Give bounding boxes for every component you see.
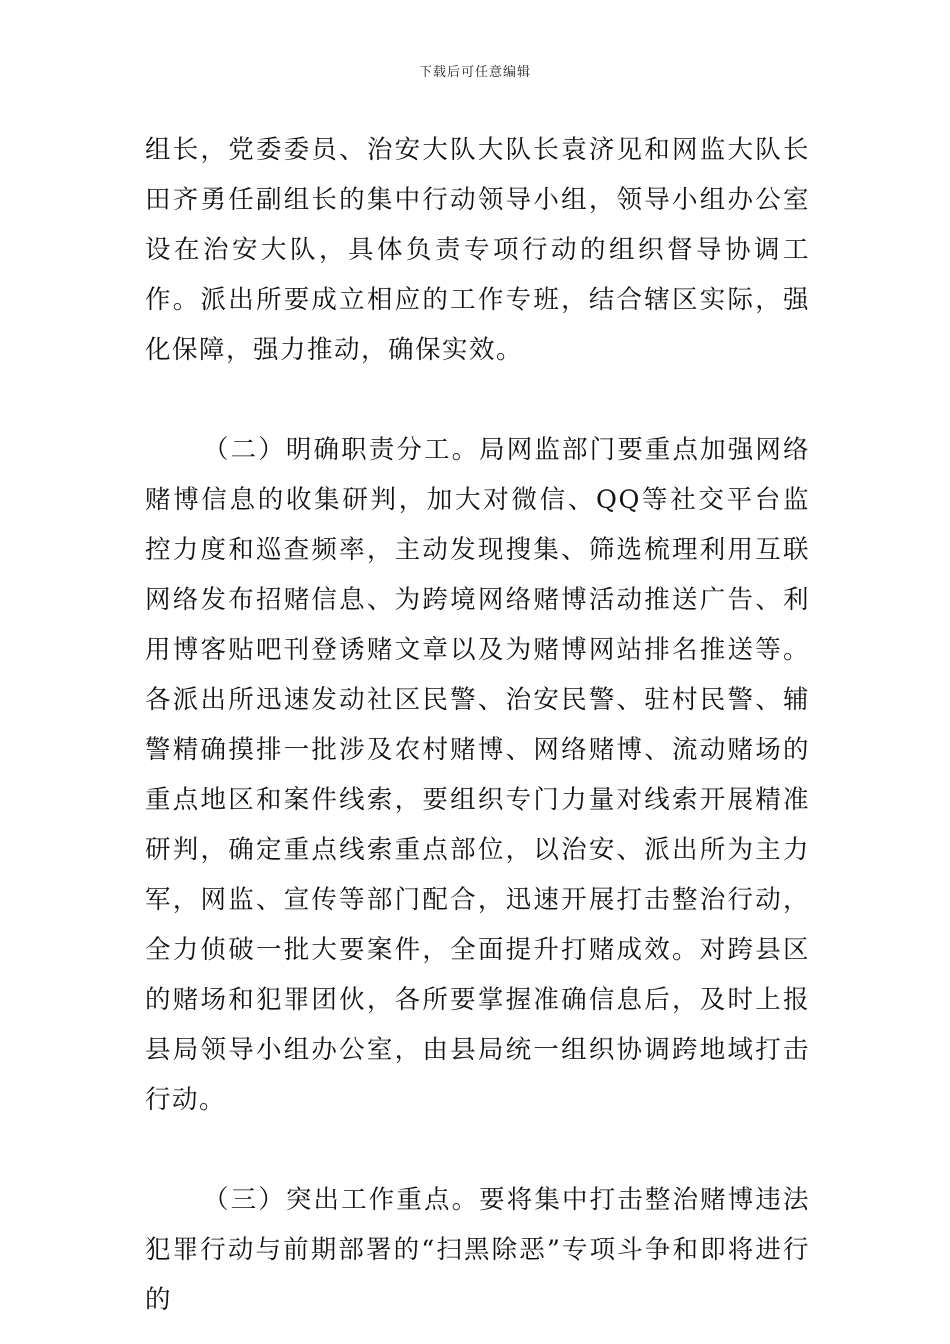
- paragraph-leadership-group: 组长，党委委员、治安大队大队长袁济见和网监大队长田齐勇任副组长的集中行动领导小组，领导小组办公室设在治安大队，具体负责专项行动的组织督导协调工作。派出所要成立相应的工作专班，结合辖区实际，强化保障，强力推动，确保实效。: [145, 135, 810, 365]
- paragraph-key-priorities: （三）突出工作重点。要将集中打击整治赌博违法犯罪行动与前期部署的“扫黑除恶”专项斗争和即将进行的: [145, 1185, 810, 1315]
- paragraph-responsibilities: （二）明确职责分工。局网监部门要重点加强网络赌博信息的收集研判，加大对微信、QQ等社交平台监控力度和巡查频率，主动发现搜集、筛选梳理利用互联网络发布招赌信息、为跨境网络赌博活动推送广告、利用博客贴吧刊登诱赌文章以及为赌博网站排名推送等。各派出所迅速发动社区民警、治安民警、驻村民警、辅警精确摸排一批涉及农村赌博、网络赌博、流动赌场的重点地区和案件线索，要组织专门力量对线索开展精准研判，确定重点线索重点部位，以治安、派出所为主力军，网监、宣传等部门配合，迅速开展打击整治行动，全力侦破一批大要案件，全面提升打赌成效。对跨县区的赌场和犯罪团伙，各所要掌握准确信息后，及时上报县局领导小组办公室，由县局统一组织协调跨地域打击行动。: [145, 435, 810, 1115]
- document-body: [145, 125, 810, 1325]
- paragraph-spacer: [145, 375, 810, 425]
- paragraph-spacer: [145, 1125, 810, 1175]
- page-header-note: 下载后可任意编辑: [418, 65, 531, 80]
